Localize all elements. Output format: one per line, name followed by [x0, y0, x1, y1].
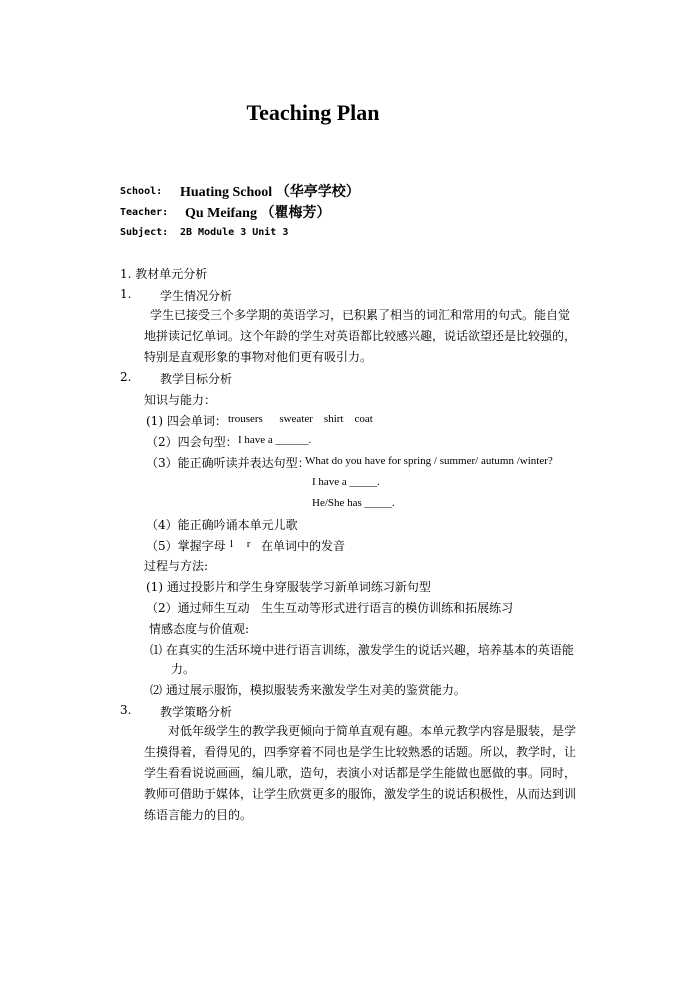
p1: (1) 通过投影片和学生身穿服装学习新单词练习新句型	[146, 580, 431, 594]
k1-label: (1) 四会单词：	[146, 414, 227, 428]
process-heading: 过程与方法:	[144, 559, 209, 573]
k3-label: （3）能正确听读并表达句型：	[146, 456, 310, 470]
a1-line2: 力。	[171, 662, 196, 676]
k5-text: 在单词中的发音	[261, 539, 346, 553]
k5-letters: l r	[230, 538, 251, 550]
p2: （2）通过师生互动 生生互动等形式进行语言的模仿训练和拓展练习	[146, 601, 514, 615]
item1-number: 1.	[120, 287, 132, 301]
teacher-value: Qu Meifang （瞿梅芳）	[185, 206, 331, 221]
k2-label: （2）四会句型：	[146, 435, 238, 449]
item2-title: 教学目标分析	[160, 372, 233, 386]
item2-number: 2.	[120, 370, 132, 384]
k5-label: （5）掌握字母	[146, 539, 226, 553]
k2-sentence: I have a ______.	[238, 434, 312, 446]
page-title: Teaching Plan	[246, 100, 380, 125]
item1-paragraph: 学生已接受三个多学期的英语学习，已积累了相当的词汇和常用的句式。能自觉地拼读记忆单词。这个年龄的学生对英语都比较感兴趣，说话欲望还是比较强的，特别是直观形象的事物对他们更有吸引力。	[144, 308, 577, 364]
k1-words: trousers sweater shirt coat	[228, 413, 373, 425]
knowledge-heading: 知识与能力：	[144, 393, 217, 407]
a2: ⑵ 通过展示服饰，模拟服装秀来激发学生对美的鉴赏能力。	[150, 683, 466, 697]
item1-title: 学生情况分析	[160, 289, 233, 303]
item3-title: 教学策略分析	[160, 705, 233, 719]
k3-line3: He/She has _____.	[312, 497, 395, 509]
k3-line2: I have a _____.	[312, 476, 380, 488]
teacher-label: Teacher:	[120, 207, 169, 218]
item3-number: 3.	[120, 703, 132, 717]
subject-value: 2B Module 3 Unit 3	[180, 227, 289, 238]
school-value: Huating School （华亭学校）	[180, 185, 360, 200]
a1-line1: ⑴ 在真实的生活环境中进行语言训练，激发学生的说话兴趣，培养基本的英语能	[150, 643, 574, 657]
item3-paragraph: 对低年级学生的教学我更倾向于简单直观有趣。本单元教学内容是服装，是学生摸得着，看得见的，四季穿着不同也是学生比较熟悉的话题。所以，教学时，让学生看看说说画画，编儿歌，造句，表演小对话都是学生能做也愿做的事。同时，教师可借助于媒体，让学生欣赏更多的服饰，激发学生的说话积极性，从而达到训练语言能力的目的。	[144, 724, 577, 822]
k3-sentence: What do you have for spring / summer/ autumn /winter?	[305, 455, 553, 467]
attitude-heading: 情感态度与价值观:	[149, 622, 250, 636]
k4: （4）能正确吟诵本单元儿歌	[146, 518, 298, 532]
subject-label: Subject:	[120, 227, 169, 238]
school-label: School:	[120, 186, 163, 197]
section1-heading: 1. 教材单元分析	[120, 267, 208, 281]
